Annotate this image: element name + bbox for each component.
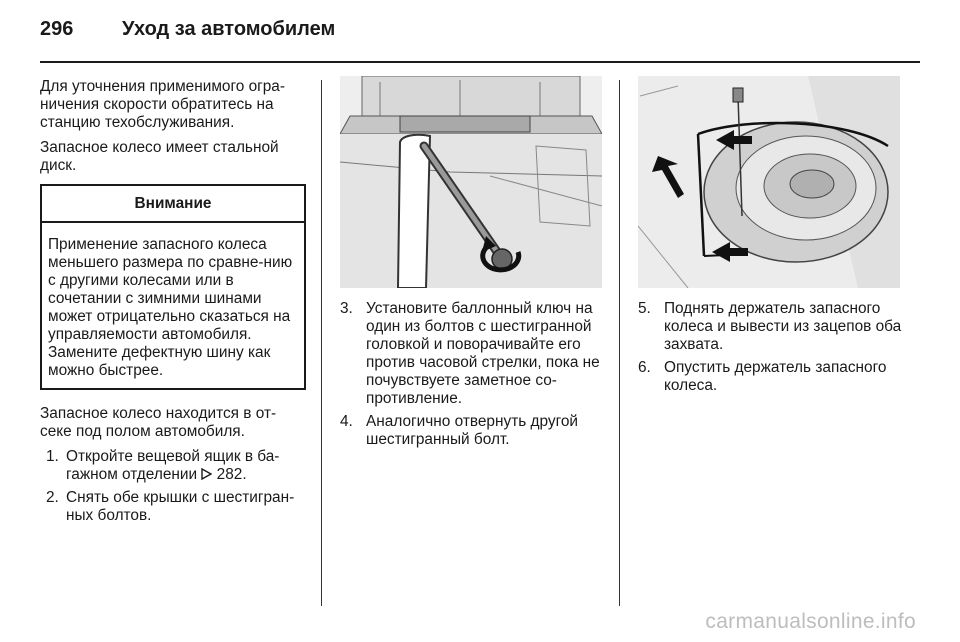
step-number: 1. bbox=[46, 448, 59, 465]
list-item bbox=[40, 489, 306, 525]
page-reference-link[interactable]: 282. bbox=[216, 466, 247, 483]
step-number: 4. bbox=[340, 413, 353, 430]
watermark: carmanualsonline.info bbox=[705, 610, 916, 633]
step-text: Поднять держатель запасного колеса и вывести из зацепов оба захвата. bbox=[664, 300, 902, 353]
step-text: Снять обе крышки с шестигран-ных болтов. bbox=[66, 489, 295, 524]
column-2 bbox=[340, 300, 606, 454]
steps-list-3 bbox=[638, 300, 904, 395]
column-divider-2 bbox=[619, 80, 620, 606]
step-number: 3. bbox=[340, 300, 353, 317]
spare-location-paragraph: Запасное колесо находится в от-секе под полом автомобиля. bbox=[40, 405, 277, 440]
speed-limit-paragraph: Для уточнения применимого огра-ничения скорости обратитесь на станцию техобслуживания. bbox=[40, 78, 285, 131]
list-item bbox=[638, 300, 904, 354]
page-header bbox=[40, 18, 335, 41]
page-reference-arrow-icon bbox=[201, 468, 212, 480]
step-number: 6. bbox=[638, 359, 651, 376]
list-item bbox=[340, 413, 606, 449]
step-text: Откройте вещевой ящик в ба-гажном отделении bbox=[66, 448, 280, 483]
step-text: Аналогично отвернуть другой шестигранный болт. bbox=[366, 413, 579, 448]
page-title: Уход за автомобилем bbox=[122, 18, 336, 40]
list-item bbox=[638, 359, 904, 395]
steps-list-1 bbox=[40, 448, 306, 525]
warning-text: Применение запасного колеса меньшего размера по сравне-нию с другими колесами или в сочетании с зимними шинами может отрицательно сказаться на управляемости автомобиля. Замените дефектную шину как можно быстрее. bbox=[48, 236, 293, 379]
wrench-illustration bbox=[340, 76, 602, 288]
steps-list-2 bbox=[340, 300, 606, 449]
header-divider bbox=[40, 61, 920, 63]
warning-title: Внимание bbox=[42, 186, 304, 223]
column-divider-1 bbox=[321, 80, 322, 606]
steel-rim-paragraph: Запасное колесо имеет стальной диск. bbox=[40, 139, 279, 174]
step-number: 5. bbox=[638, 300, 651, 317]
list-item bbox=[340, 300, 606, 408]
step-number: 2. bbox=[46, 489, 59, 506]
spare-wheel-carrier-illustration bbox=[638, 76, 900, 288]
step-text: Установите баллонный ключ на один из болтов с шестигранной головкой и поворачивайте его против часовой стрелки, пока не почувствуете заметное со-противление. bbox=[366, 300, 600, 407]
warning-box bbox=[40, 184, 306, 390]
column-1 bbox=[40, 78, 306, 530]
step-text: Опустить держатель запасного колеса. bbox=[664, 359, 887, 394]
page-number: 296 bbox=[40, 18, 74, 40]
list-item bbox=[40, 448, 306, 484]
column-3 bbox=[638, 300, 904, 400]
